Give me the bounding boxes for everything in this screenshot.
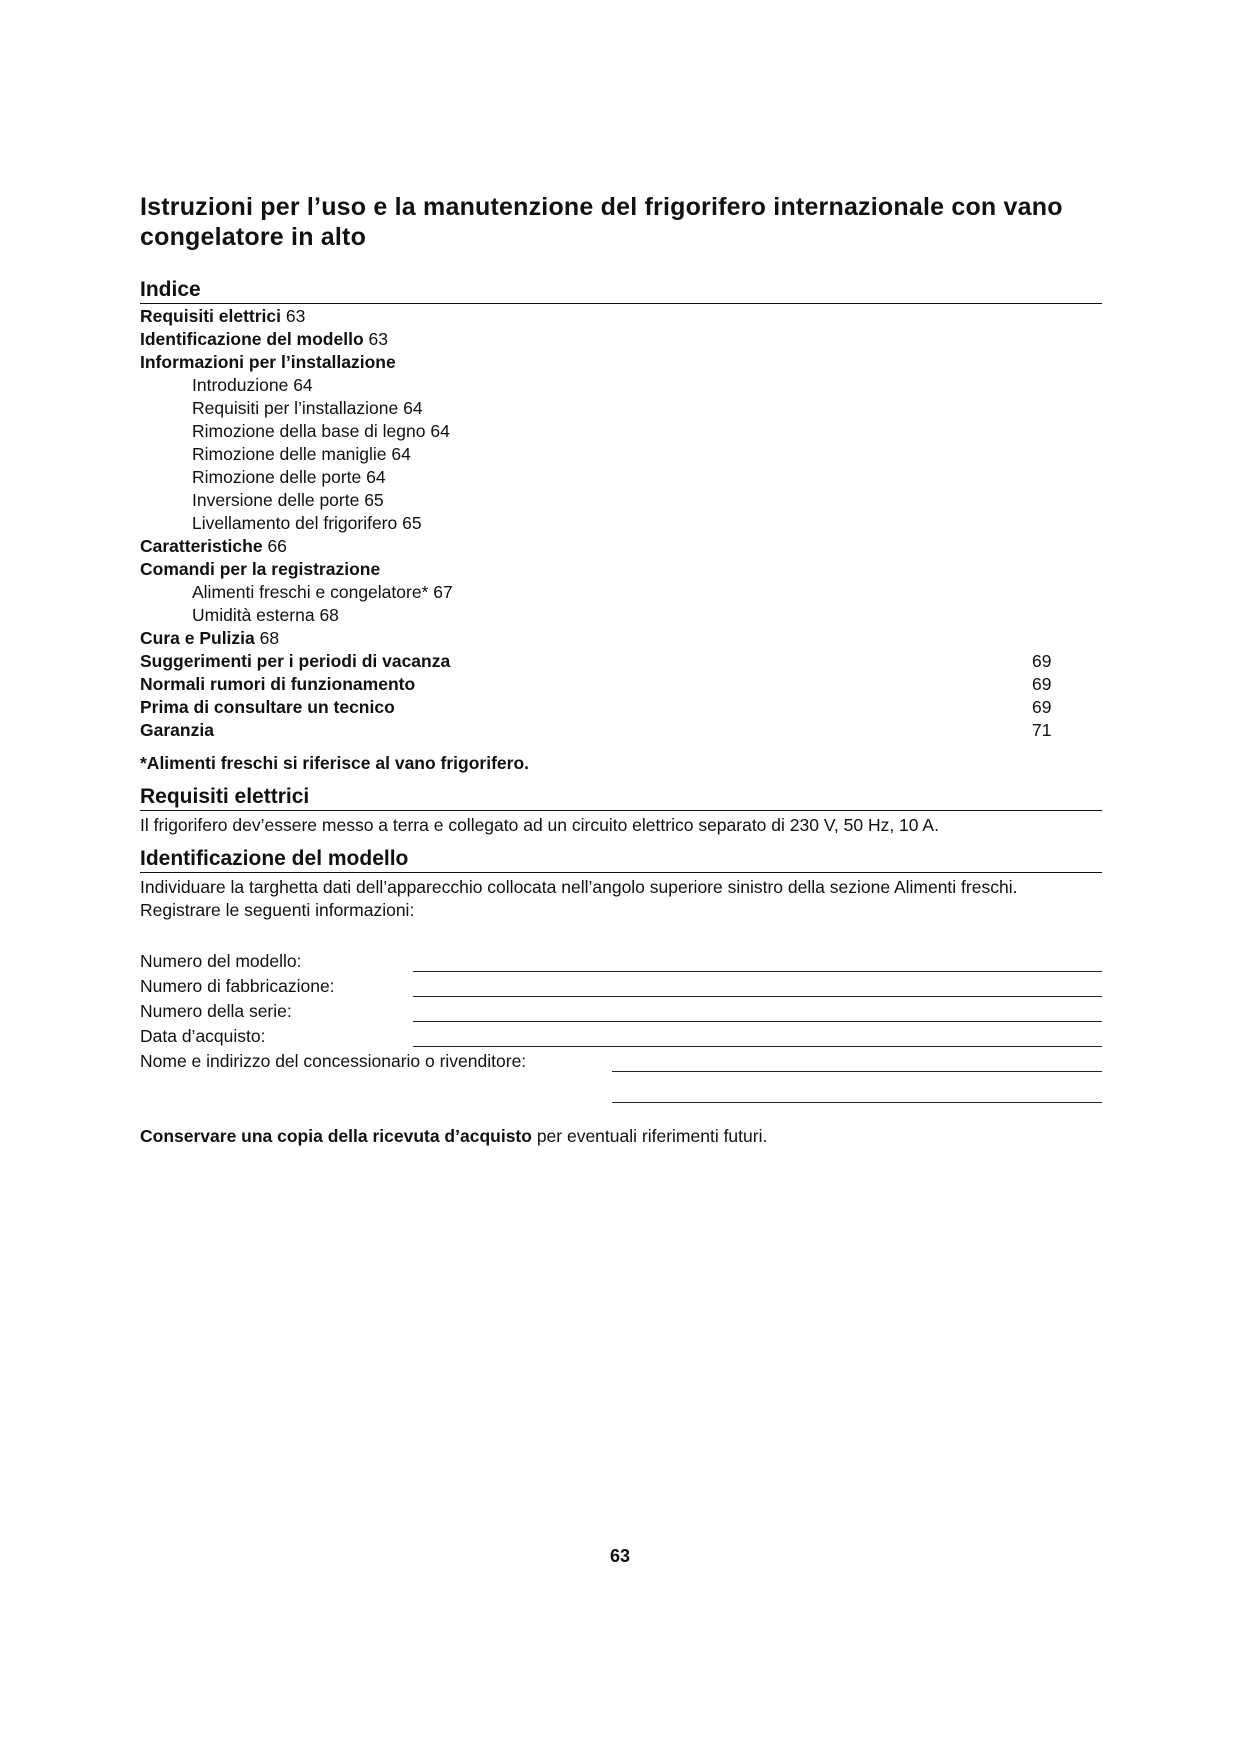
- purchase-date-label: Data d’acquisto:: [140, 1026, 266, 1046]
- series-number-field-line[interactable]: [413, 1021, 1102, 1022]
- toc-item-rimozione-porte: Rimozione delle porte 64: [192, 467, 386, 487]
- dealer-field-line-2[interactable]: [612, 1102, 1102, 1103]
- toc-item-livellamento: Livellamento del frigorifero 65: [192, 513, 422, 533]
- series-number-label: Numero della serie:: [140, 1001, 292, 1021]
- toc-item-garanzia: Garanzia 71: [140, 720, 1052, 740]
- toc-item-requisiti-installazione: Requisiti per l’installazione 64: [192, 398, 423, 418]
- toc-item-suggerimenti-vacanza: Suggerimenti per i periodi di vacanza 69: [140, 651, 1052, 671]
- toc-item-inversione-porte: Inversione delle porte 65: [192, 490, 384, 510]
- dealer-row: [140, 1049, 1102, 1074]
- index-heading: Indice: [140, 278, 1102, 304]
- manufacture-number-label: Numero di fabbricazione:: [140, 976, 335, 996]
- toc-item-alimenti-freschi: Alimenti freschi e congelatore* 67: [192, 582, 453, 602]
- page-title: Istruzioni per l’uso e la manutenzione del frigorifero internazionale con vano congelatore in alto: [140, 193, 1063, 251]
- purchase-date-field-line[interactable]: [413, 1046, 1102, 1047]
- keep-receipt-note-normal: per eventuali riferimenti futuri.: [531, 1126, 768, 1146]
- toc-item-informazioni-installazione: Informazioni per l’installazione: [140, 352, 396, 372]
- series-number-row: [140, 999, 1102, 1024]
- model-number-row: [140, 949, 1102, 974]
- toc-item-rumori: Normali rumori di funzionamento 69: [140, 674, 1052, 694]
- table-of-contents: [140, 305, 1102, 742]
- electrical-heading: Requisiti elettrici: [140, 785, 1102, 811]
- keep-receipt-note-bold: Conservare una copia della ricevuta d’acquisto: [140, 1126, 532, 1146]
- keep-receipt-note: [140, 1125, 767, 1148]
- model-id-text-line1: Individuare la targhetta dati dell’apparecchio collocata nell’angolo superiore sinistro della sezione Alimenti freschi.: [140, 877, 1018, 897]
- page-number: 63: [609, 1546, 631, 1566]
- dealer-field-line-1[interactable]: [612, 1071, 1102, 1072]
- toc-item-requisiti-elettrici: Requisiti elettrici 63: [140, 306, 306, 326]
- model-id-text: [140, 876, 1102, 922]
- purchase-date-row: [140, 1024, 1102, 1049]
- toc-item-cura-pulizia: Cura e Pulizia 68: [140, 628, 280, 648]
- toc-item-rimozione-base: Rimozione della base di legno 64: [192, 421, 450, 441]
- toc-item-comandi-registrazione: Comandi per la registrazione: [140, 559, 381, 579]
- model-id-heading: Identificazione del modello: [140, 847, 1102, 873]
- dealer-label: Nome e indirizzo del concessionario o rivenditore:: [140, 1051, 527, 1071]
- manufacture-number-row: [140, 974, 1102, 999]
- toc-item-introduzione: Introduzione 64: [192, 375, 313, 395]
- model-number-field-line[interactable]: [413, 971, 1102, 972]
- toc-item-identificazione-modello: Identificazione del modello 63: [140, 329, 388, 349]
- model-number-label: Numero del modello:: [140, 951, 302, 971]
- electrical-text: Il frigorifero dev’essere messo a terra e collegato ad un circuito elettrico separato di 230 V, 50 Hz, 10 A.: [140, 815, 939, 835]
- manufacture-number-field-line[interactable]: [413, 996, 1102, 997]
- index-footnote: *Alimenti freschi si riferisce al vano frigorifero.: [140, 753, 530, 773]
- model-id-text-line2: Registrare le seguenti informazioni:: [140, 900, 415, 920]
- toc-item-umidita-esterna: Umidità esterna 68: [192, 605, 339, 625]
- toc-item-prima-tecnico: Prima di consultare un tecnico 69: [140, 697, 1052, 717]
- toc-item-caratteristiche: Caratteristiche 66: [140, 536, 287, 556]
- dealer-row-2: [140, 1080, 1102, 1105]
- toc-item-rimozione-maniglie: Rimozione delle maniglie 64: [192, 444, 411, 464]
